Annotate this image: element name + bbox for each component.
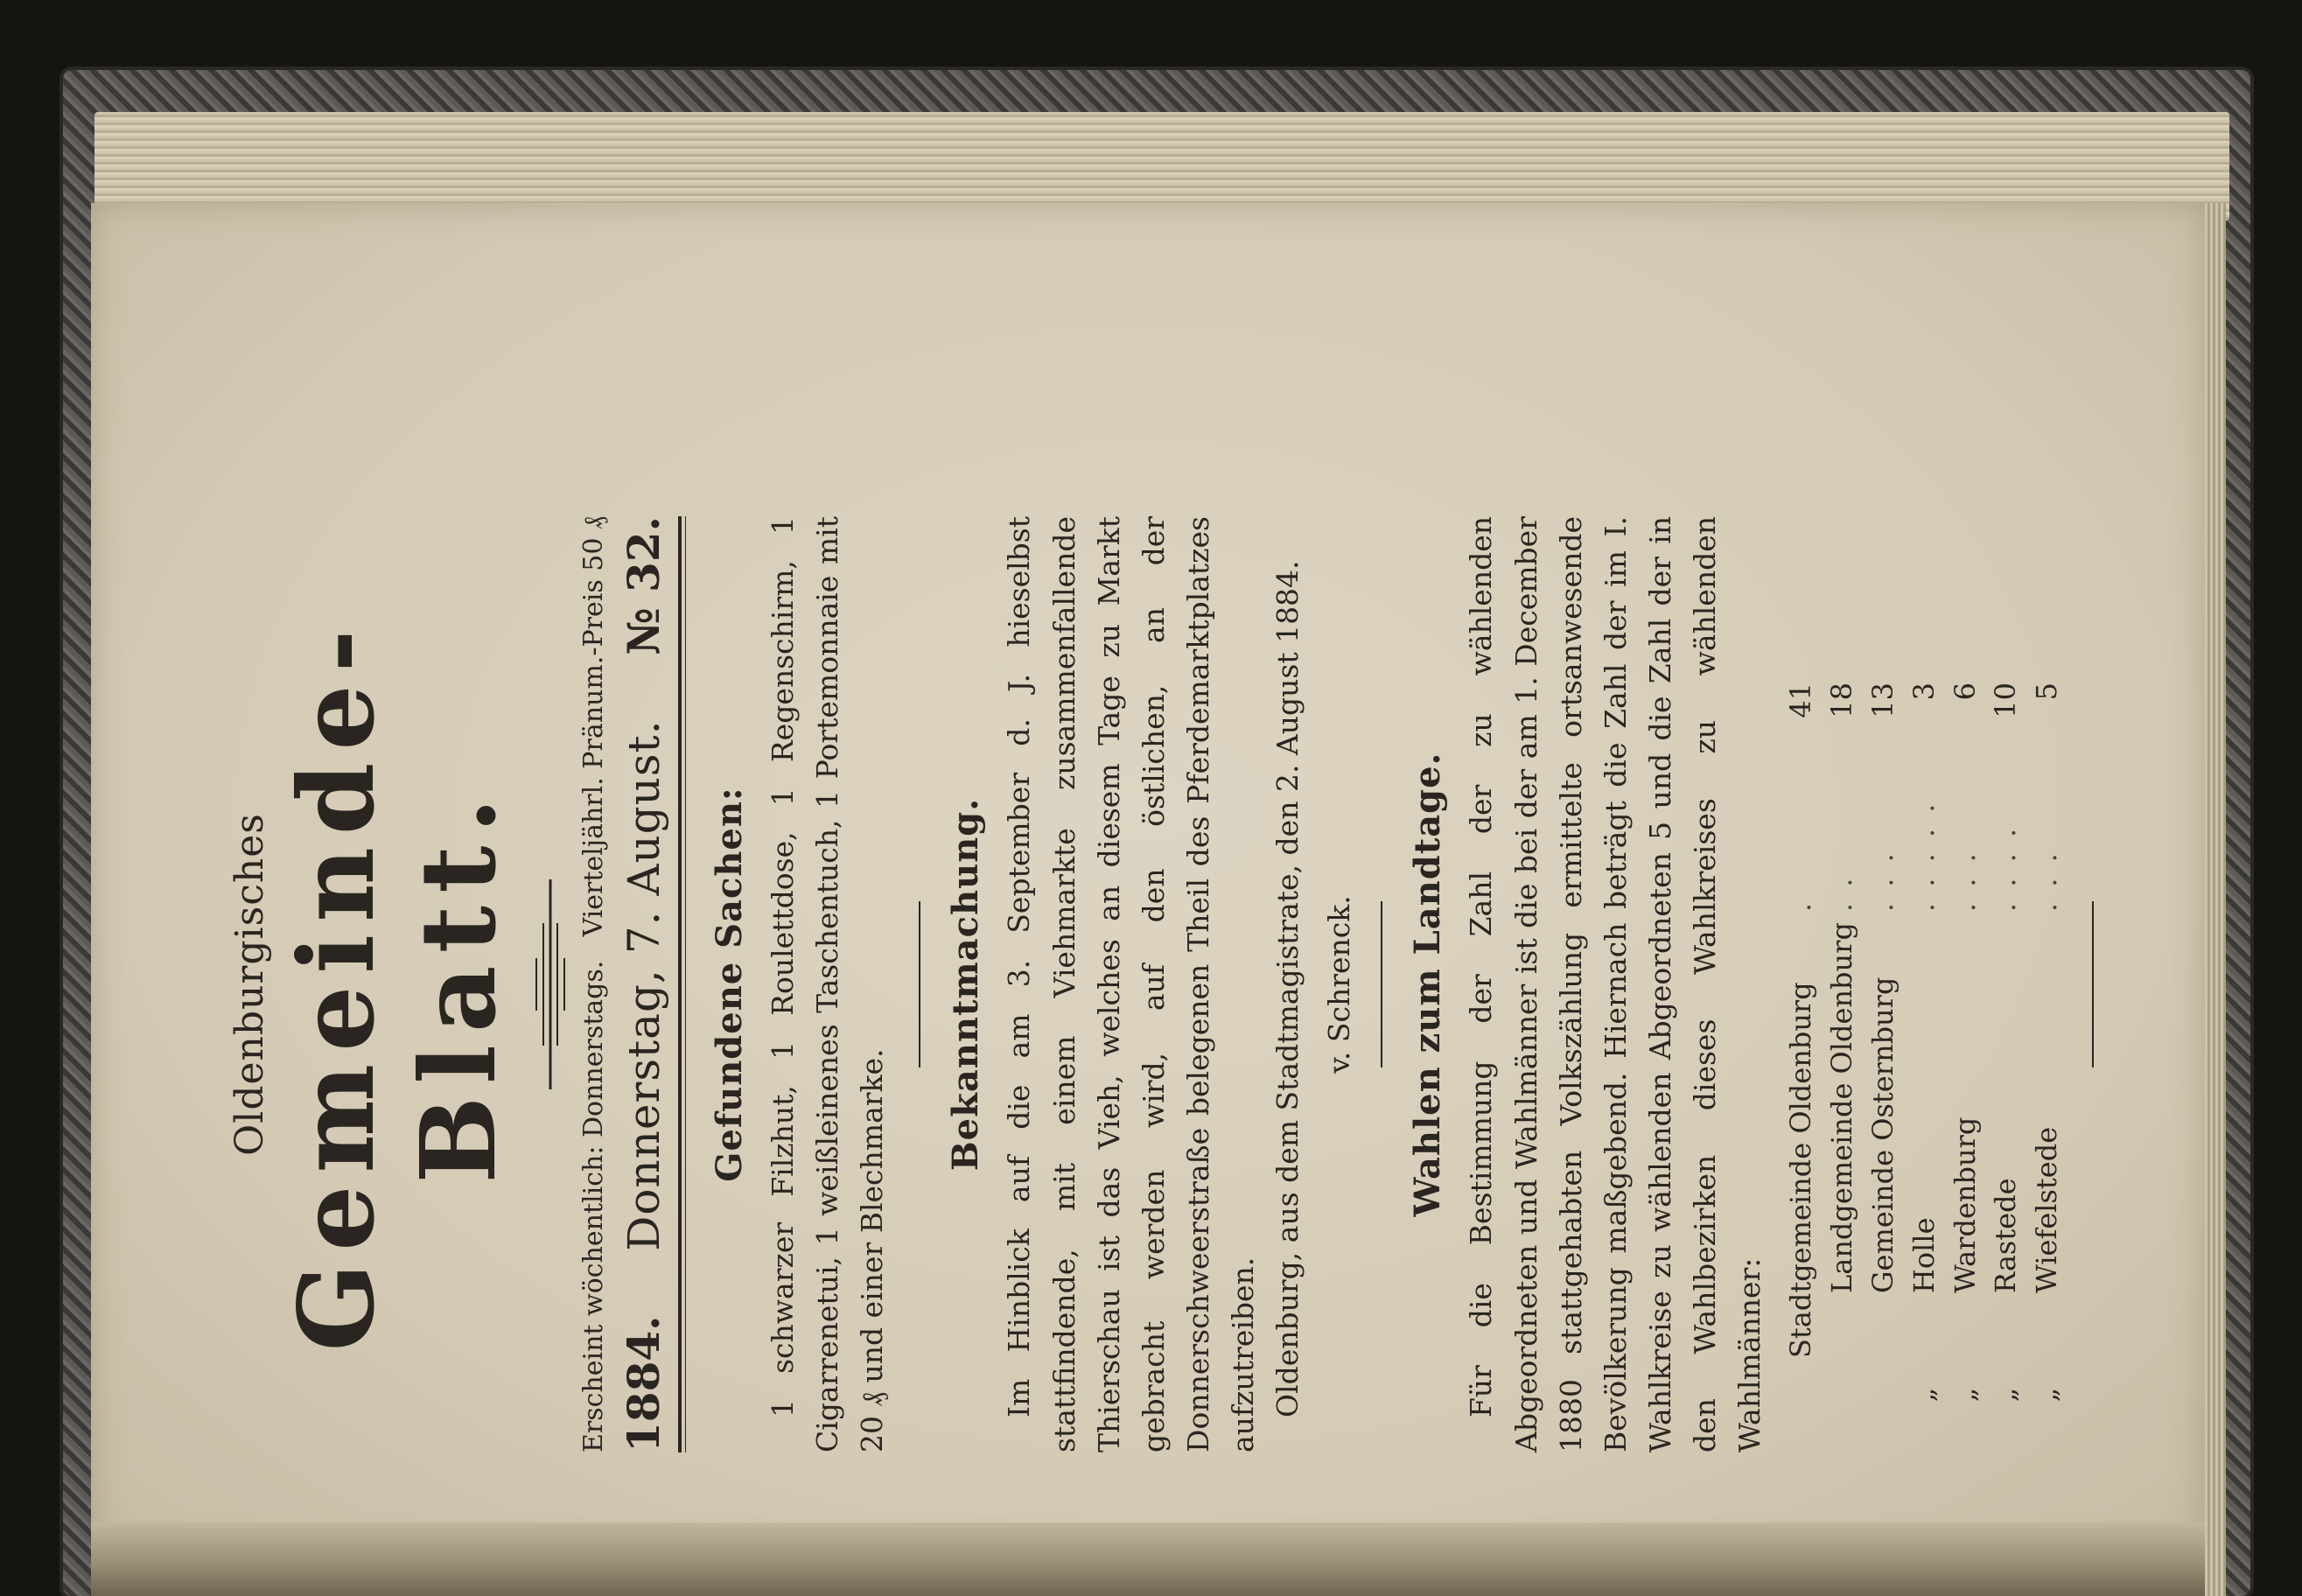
ditto-mark: „ [1907, 1387, 1941, 1403]
publication-frequency: Erscheint wöchentlich: Donnerstags. [578, 960, 609, 1452]
section-divider [1381, 901, 1382, 1068]
ditto-mark [1822, 1363, 1863, 1426]
table-row [1985, 677, 2026, 1426]
date-line [618, 516, 678, 1452]
leader-dots: . . . [2030, 850, 2064, 913]
district-name: Landgemeinde Oldenburg [1825, 922, 1859, 1293]
ditto-mark: „ [1948, 1387, 1982, 1403]
district-name: Gemeinde Osternburg [1865, 976, 1900, 1293]
table-row [1904, 677, 1945, 1426]
district-name: Holle [1907, 1217, 1941, 1293]
table-row [2026, 677, 2068, 1426]
elector-count: 41 [1784, 682, 1818, 718]
leader-dots: . [1784, 899, 1818, 913]
leader-dots: . . . . [1989, 824, 2023, 913]
issue-year: 1884. [618, 1315, 669, 1452]
masthead-title: Gemeinde-Blatt. [276, 617, 519, 1352]
book-gutter [91, 1522, 2205, 1596]
table-row [1781, 677, 1822, 1426]
elections-title: Wahlen zum Landtage. [1407, 752, 1449, 1217]
table-row [1863, 677, 1904, 1426]
table-row [1822, 677, 1863, 1426]
district-name: Wiefelstede [2030, 1126, 2064, 1293]
found-items-text: 1 schwarzer Filzhut, 1 Roulettdose, 1 Regenschirm, 1 Cigarrenetui, 1 weißleinenes Taschentuch, 1 Portemonnaie mit 20 ₰ und einer Blechmarke. [766, 516, 890, 1452]
ditto-mark: „ [1989, 1387, 2023, 1403]
masthead-rule [678, 516, 686, 1452]
section-divider [919, 901, 920, 1068]
ditto-mark [1863, 1363, 1904, 1426]
district-name: Wardenburg [1948, 1116, 1982, 1293]
page-fore-edge [2205, 203, 2226, 1596]
rotated-page-content [227, 481, 2065, 1488]
issue-date: Donnerstag, 7. August. [619, 719, 669, 1251]
district-name: Stadtgemeinde Oldenburg [1784, 982, 1818, 1358]
subscription-line [578, 516, 609, 1452]
found-items-title: Gefundene Sachen: [709, 787, 750, 1182]
section-divider [2092, 901, 2094, 1068]
issue-number: № 32. [618, 516, 669, 655]
notice-text: Im Hinblick auf die am 3. September d. J. hieselbst stattfindende, mit einem Viehmarkte zusammenfallende Thierschau ist das Vieh, welches an diesem Tage zu Markt gebracht werden wird, auf den östlichen, an der Donnerschweerstraße belegenen Theil des Pferdemarktplatzes aufzutreiben. [1002, 516, 1261, 1452]
elector-count: 10 [1989, 682, 2023, 718]
elections-text: Für die Bestimmung der Zahl der zu wählenden Abgeordneten und Wahlmänner ist die bei der am 1. December 1880 stattgehabten Volkszählung ermittelte ortsanwesende Bevölkerung maßgebend. Hiernach beträgt die Zahl der im I. Wahlkreise zu wählenden Abgeordneten 5 und die Zahl der in den Wahlbezirken dieses Wahlkreises zu wählenden Wahlmänner: [1464, 516, 1767, 1452]
subscription-price: Vierteljährl. Pränum.-Preis 50 ₰ [578, 516, 609, 937]
leader-dots: . . [1825, 874, 1859, 913]
ditto-mark: „ [2030, 1387, 2064, 1403]
notice-dateline: Oldenburg, aus dem Stadtmagistrate, den 2. August 1884. [1270, 560, 1305, 1418]
elector-count: 18 [1825, 682, 1859, 718]
elector-count: 6 [1948, 682, 1982, 701]
leader-dots: . . . [1948, 850, 1982, 913]
elector-count: 5 [2030, 682, 2064, 701]
notice-signature: v. Schrenck. [1322, 895, 1357, 1074]
district-name: Rastede [1989, 1178, 2023, 1293]
masthead-kicker: Oldenburgisches [227, 813, 272, 1156]
elector-count: 3 [1907, 682, 1941, 701]
elector-count: 13 [1865, 682, 1900, 718]
ornament-rule-icon [531, 827, 566, 1142]
electors-table [1781, 677, 2068, 1426]
notice-title: Bekanntmachung. [945, 797, 987, 1172]
table-row [1945, 677, 1986, 1426]
leader-dots: . . . [1865, 850, 1900, 913]
leader-dots: . . . . . [1907, 800, 1941, 913]
ditto-mark [1781, 1363, 1822, 1426]
